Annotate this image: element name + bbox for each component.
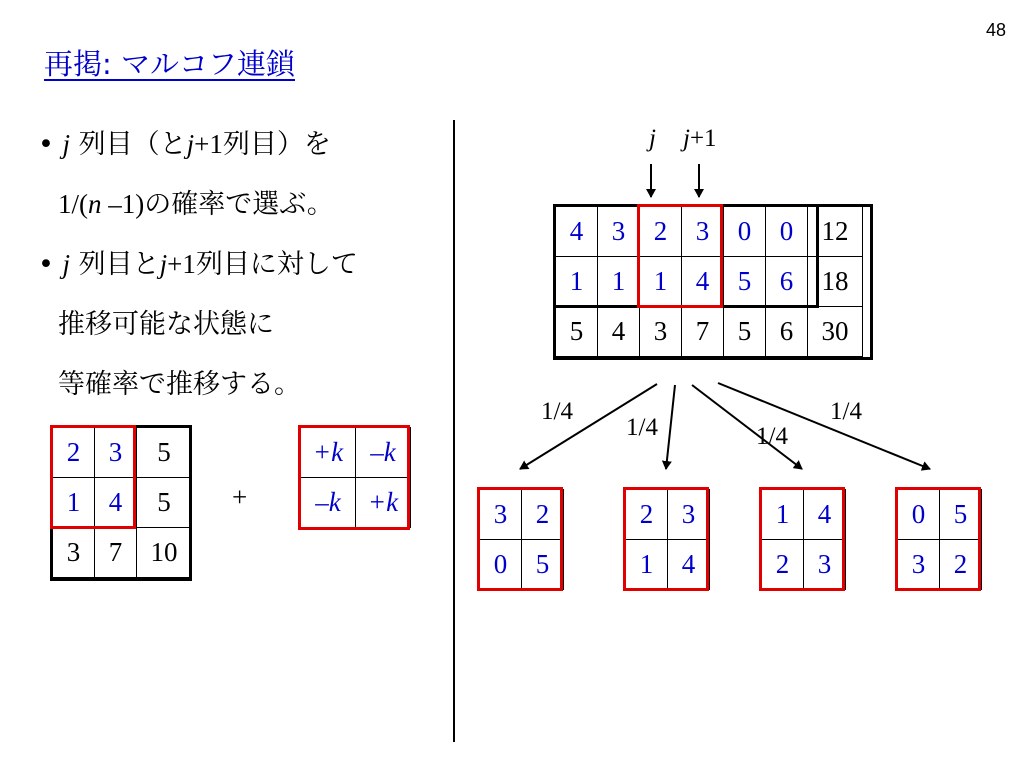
result-matrix-3 (761, 489, 846, 590)
matrix-cell: 5 (940, 490, 982, 540)
matrix-cell: 5 (724, 307, 766, 357)
matrix-cell: 3 (53, 528, 95, 578)
matrix-cell: 4 (598, 307, 640, 357)
var-j: j (62, 129, 71, 159)
probability-label: 1/4 (626, 414, 658, 441)
matrix-cell: 4 (556, 207, 598, 257)
k-cell: –k (301, 478, 356, 528)
k-cell: +k (301, 428, 356, 478)
matrix-cell: 4 (682, 257, 724, 307)
matrix-cell: 12 (808, 207, 863, 257)
matrix-cell: 3 (480, 490, 522, 540)
matrix-cell: 4 (804, 490, 846, 540)
matrix-cell: 5 (137, 478, 192, 528)
var-j: j (159, 249, 168, 279)
column-label-j-plus-1: j+1 (683, 125, 717, 152)
matrix-cell: 4 (668, 540, 710, 590)
matrix-cell: 5 (724, 257, 766, 307)
matrix-cell: 4 (95, 478, 137, 528)
bullet-dot: • (38, 129, 54, 160)
bullet-2-continuation-2: 等確率で推移する。 (58, 369, 301, 400)
transition-arrow-2 (666, 385, 675, 469)
matrix-cell: 0 (480, 540, 522, 590)
matrix-cell: 0 (898, 490, 940, 540)
var-j: j (186, 129, 195, 159)
matrix-cell: 1 (598, 257, 640, 307)
plus-one: +1 (194, 129, 223, 159)
matrix-cell: 1 (640, 257, 682, 307)
bullet-text: 列目（と (70, 129, 187, 160)
probability-label: 1/4 (541, 398, 573, 425)
bullet-dot: • (38, 249, 54, 280)
matrix-cell: 2 (626, 490, 668, 540)
matrix-cell: 1 (762, 490, 804, 540)
matrix-cell: 3 (95, 428, 137, 478)
var-j: j (62, 249, 71, 279)
matrix-cell: 3 (668, 490, 710, 540)
matrix-cell: 10 (137, 528, 192, 578)
result-matrix-1 (479, 489, 564, 590)
matrix-cell: 3 (804, 540, 846, 590)
matrix-cell: 30 (808, 307, 863, 357)
bullet-text: の確率で選ぶ。 (144, 189, 334, 220)
bullet-text: 列目に対して (195, 249, 358, 280)
fraction-open: 1/( (58, 189, 88, 219)
matrix-cell: 2 (762, 540, 804, 590)
bullet-2-continuation-1: 推移可能な状態に (58, 309, 274, 340)
matrix-cell: 6 (766, 307, 808, 357)
probability-label: 1/4 (830, 398, 862, 425)
matrix-cell: 2 (522, 490, 564, 540)
slide-title: 再掲: マルコフ連鎖 (44, 47, 295, 81)
matrix-cell: 3 (598, 207, 640, 257)
matrix-cell: 3 (898, 540, 940, 590)
matrix-cell: 0 (766, 207, 808, 257)
matrix-cell: 5 (556, 307, 598, 357)
matrix-cell: 2 (640, 207, 682, 257)
matrix-cell: 18 (808, 257, 863, 307)
matrix-cell: 7 (95, 528, 137, 578)
k-cell: +k (356, 478, 411, 528)
bullet-text: 列目）を (222, 129, 331, 160)
matrix-cell: 6 (766, 257, 808, 307)
plus-sign: + (232, 482, 248, 512)
page-number: 48 (986, 20, 1007, 40)
matrix-cell: 2 (940, 540, 982, 590)
matrix-cell: 1 (626, 540, 668, 590)
probability-label: 1/4 (756, 423, 788, 450)
column-label-j: j (649, 125, 656, 152)
result-matrix-4 (897, 489, 982, 590)
matrix-cell: 5 (137, 428, 192, 478)
matrix-cell: 3 (640, 307, 682, 357)
matrix-cell: 1 (53, 478, 95, 528)
matrix-cell: 2 (53, 428, 95, 478)
matrix-cell: 7 (682, 307, 724, 357)
matrix-cell: 1 (556, 257, 598, 307)
matrix-cell: 3 (682, 207, 724, 257)
bullet-text: 列目と (70, 249, 160, 280)
var-n: n (88, 189, 102, 219)
matrix-cell: 0 (724, 207, 766, 257)
plus-one: +1 (167, 249, 196, 279)
result-matrix-2 (625, 489, 710, 590)
matrix-cell: 5 (522, 540, 564, 590)
transition-arrow-4 (718, 383, 930, 469)
fraction-close: –1) (101, 189, 145, 219)
k-cell: –k (356, 428, 411, 478)
